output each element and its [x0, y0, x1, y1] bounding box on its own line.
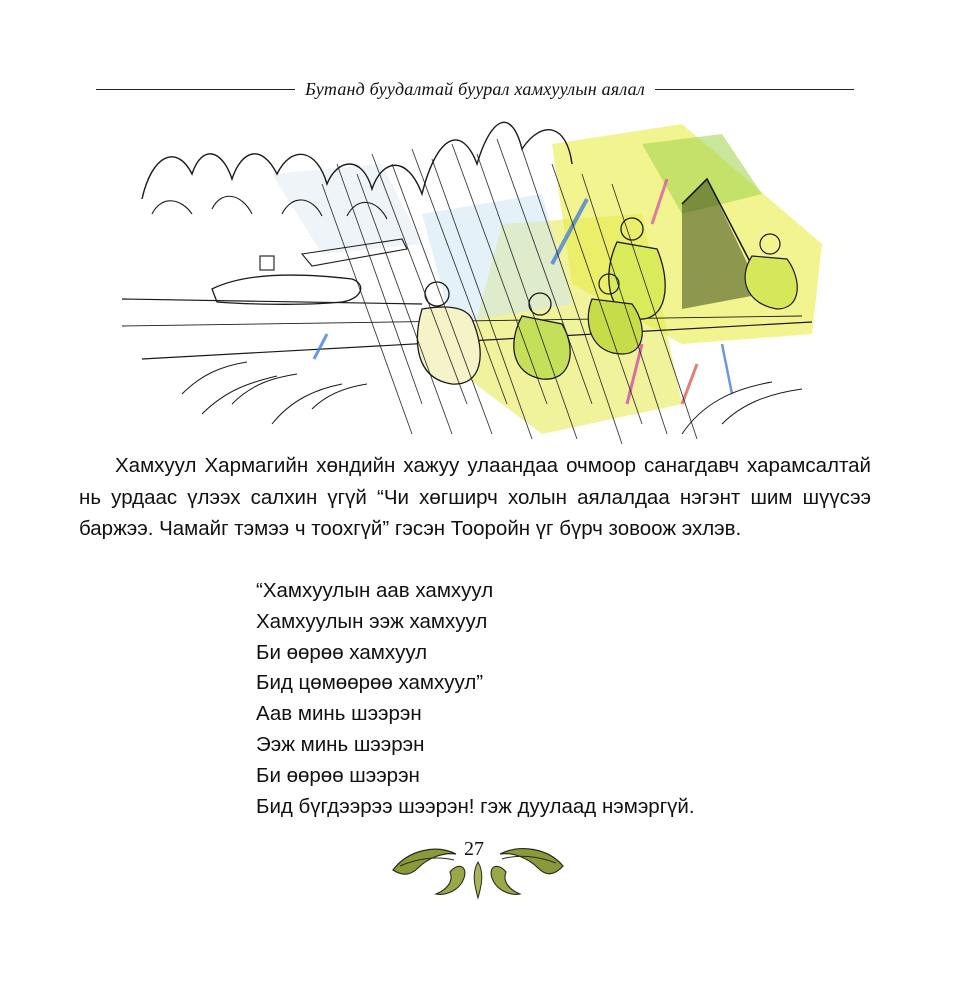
page-number: 27	[464, 838, 484, 860]
poem	[256, 576, 856, 822]
poem-line: Ээж минь шээрэн	[256, 732, 425, 756]
body-text	[79, 450, 871, 545]
paragraph: Хамхуул Хармагийн хөндийн хажуу улаандаа очмоор санагдавч харамсалтай нь урдаас үлээх салхин үгүй “Чи хөгширч холын аялалдаа нэгэнт шим шүүсээ баржээ. Чамайг тэмээ ч тоохгүй” гэсэн Тооройн үг бүрч зовоож эхлэв.	[79, 454, 871, 540]
poem-line: Би өөрөө хамхуул	[256, 640, 428, 664]
poem-line: Бид бүгдээрээ шээрэн! гэж дуулаад нэмэргүй.	[256, 794, 695, 818]
poem-line: “Хамхуулын аав хамхуул	[256, 579, 494, 602]
poem-line: Аав минь шээрэн	[256, 702, 422, 726]
running-header-title: Бутанд буудалтай буурал хамхуулын аялал	[305, 78, 645, 99]
header-rule-right	[655, 89, 854, 90]
poem-line: Би өөрөө шээрэн	[256, 763, 420, 787]
poem-line: Бид цөмөөрөө хамхуул”	[256, 671, 484, 695]
poem-line: Хамхуулын ээж хамхуул	[256, 609, 488, 633]
running-header	[96, 74, 854, 104]
header-rule-left	[96, 89, 295, 90]
camp-scene-sketch-icon	[122, 104, 822, 449]
